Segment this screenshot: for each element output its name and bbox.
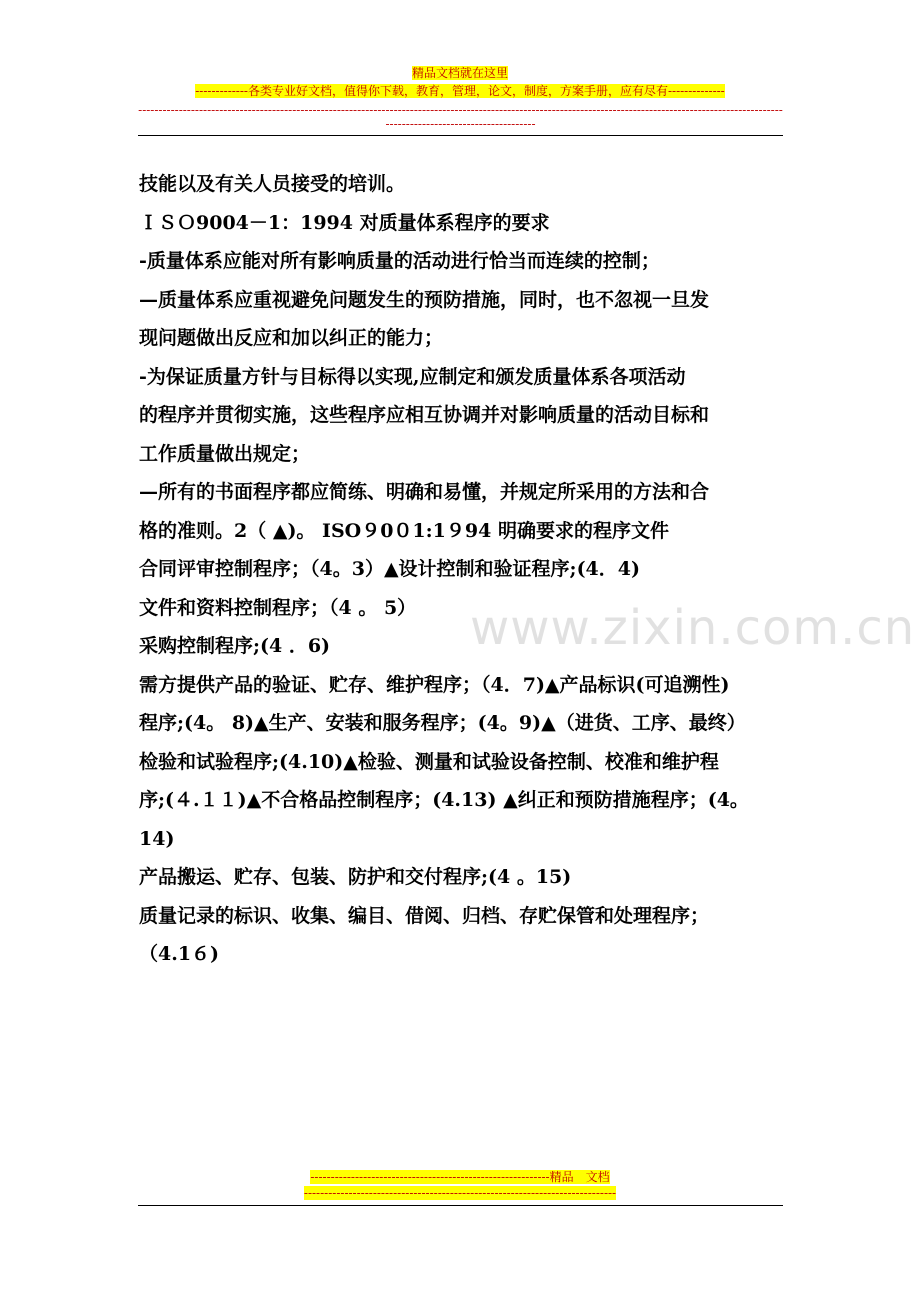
watermark: www.zixin.com.cn bbox=[470, 600, 916, 656]
body-line: 程序;(4。 8)▲生产、安装和服务程序；(4。9)▲（进货、工序、最终） bbox=[139, 712, 746, 734]
body-line: 现问题做出反应和加以纠正的能力； bbox=[139, 327, 444, 349]
body-line: 采购控制程序;(4 ．6) bbox=[139, 635, 331, 657]
body-line: 检验和试验程序;(4.10)▲检验、测量和试验设备控制、校准和维护程 bbox=[139, 750, 719, 773]
body-line: —所有的书面程序都应简练、明确和易懂，并规定所采用的方法和合 bbox=[139, 481, 710, 503]
footer-line-1: -----------------------------------------------------------精品 文档 bbox=[310, 1170, 610, 1184]
body-line: 产品搬运、贮存、包装、防护和交付程序;(4 。15) bbox=[139, 866, 572, 888]
footer-line-2: ----------------------------------------------------------------------------- bbox=[303, 1186, 617, 1200]
header-banner: -------------各类专业好文档，值得你下载，教育，管理，论文，制度，方案手册，应有尽有-------------- bbox=[195, 84, 725, 98]
body-line: ＩＳＯ9004－1：1994 对质量体系程序的要求 bbox=[139, 211, 550, 234]
body-line: —质量体系应重视避免问题发生的预防措施，同时，也不忽视一旦发 bbox=[139, 288, 710, 311]
header-rule bbox=[138, 135, 783, 136]
body-line: -为保证质量方针与目标得以实现,应制定和颁发质量体系各项活动 bbox=[139, 365, 686, 388]
document-body bbox=[139, 165, 789, 974]
header-dash-line: ---------------------------------------------------------------------------------------------------------------------------------------------------------------------------------------------------- bbox=[138, 103, 783, 131]
body-line: （4.1６) bbox=[139, 943, 220, 965]
body-line: 需方提供产品的验证、贮存、维护程序；（4．7)▲产品标识(可追溯性) bbox=[139, 673, 730, 696]
body-line: 文件和资料控制程序；（4 。 5） bbox=[139, 596, 417, 619]
body-line: 质量记录的标识、收集、编目、借阅、归档、存贮保管和处理程序； bbox=[139, 904, 710, 927]
body-line: 工作质量做出规定； bbox=[139, 442, 311, 465]
body-line: -质量体系应能对所有影响质量的活动进行恰当而连续的控制； bbox=[139, 250, 660, 272]
body-line: 合同评审控制程序；（4。3）▲设计控制和验证程序;(4．4) bbox=[139, 558, 640, 580]
header-title: 精品文档就在这里 bbox=[411, 66, 508, 80]
body-line: 技能以及有关人员接受的培训。 bbox=[139, 173, 406, 195]
body-line: 的程序并贯彻实施，这些程序应相互协调并对影响质量的活动目标和 bbox=[139, 404, 710, 426]
body-line: 格的准则。2（ ▲)。 ISO９0０1:1９94 明确要求的程序文件 bbox=[139, 519, 669, 542]
body-line: 序;(４.１１)▲不合格品控制程序；(4.13) ▲纠正和预防措施程序；(4。 bbox=[139, 789, 749, 811]
body-line: 14) bbox=[139, 827, 175, 850]
footer-rule bbox=[138, 1205, 783, 1206]
